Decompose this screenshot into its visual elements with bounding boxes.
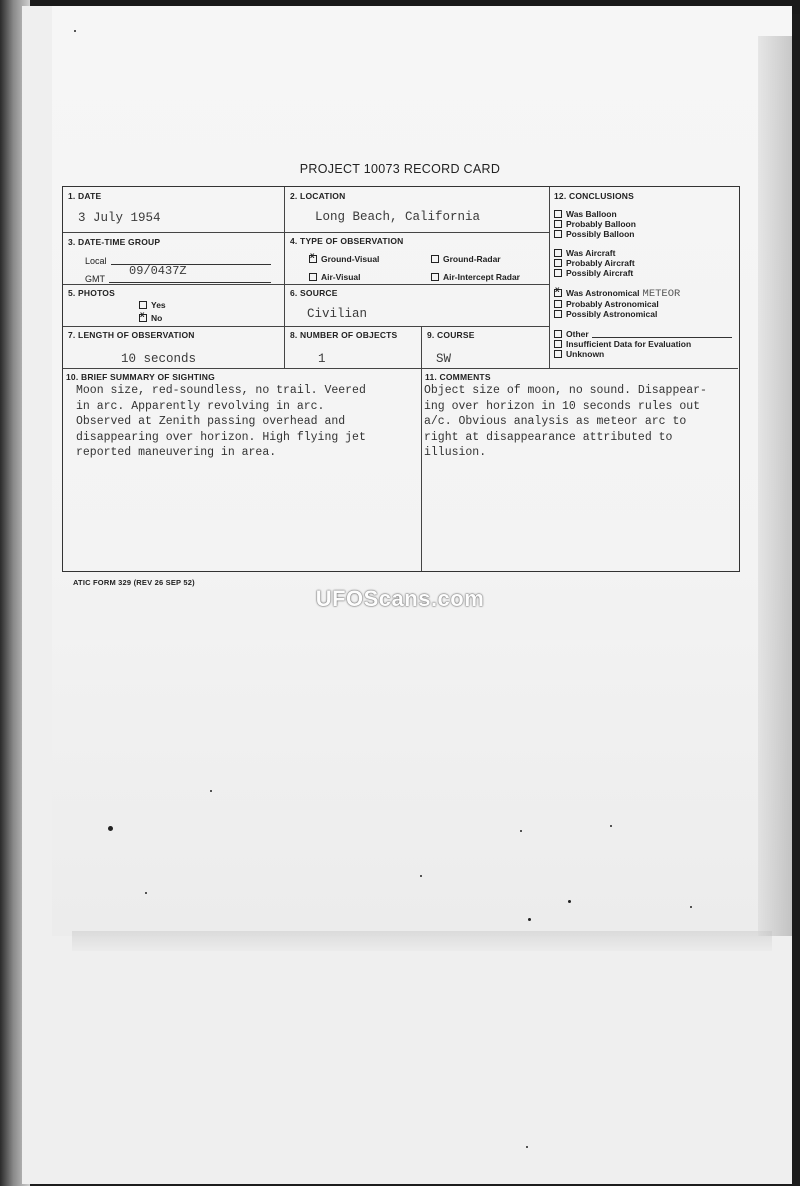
cell-comments <box>422 369 738 571</box>
checkbox-icon <box>554 310 562 318</box>
checkbox-icon <box>554 269 562 277</box>
cell-date <box>63 187 285 233</box>
conclusion-unknown: Unknown <box>554 349 604 359</box>
source-label: 6. SOURCE <box>290 288 338 298</box>
option-air-visual: Air-Visual <box>309 272 361 282</box>
type-observation-label: 4. TYPE OF OBSERVATION <box>290 236 404 246</box>
scan-speck <box>420 875 422 877</box>
cell-length-of-observation <box>63 327 285 369</box>
date-value: 3 July 1954 <box>78 211 161 225</box>
gmt-label: GMT <box>85 274 105 284</box>
photos-yes: Yes <box>139 300 166 310</box>
cell-location <box>285 187 550 233</box>
cell-brief-summary <box>63 369 422 571</box>
conclusion-possibly-balloon: Possibly Balloon <box>554 229 635 239</box>
scan-speck <box>520 830 522 832</box>
scan-speck <box>145 892 147 894</box>
scan-fold-shadow <box>72 931 772 951</box>
conclusion-was-balloon: Was Balloon <box>554 209 617 219</box>
checkbox-icon <box>139 314 147 322</box>
location-value: Long Beach, California <box>315 210 481 224</box>
checkbox-icon <box>554 340 562 348</box>
local-label: Local <box>85 256 107 266</box>
checkbox-icon <box>554 350 562 358</box>
conclusion-was-astronomical: xWas Astronomical METEOR <box>554 288 680 300</box>
option-ground-radar: Ground-Radar <box>431 254 501 264</box>
length-value: 10 seconds <box>121 352 197 366</box>
checkbox-icon <box>554 210 562 218</box>
checkbox-icon <box>431 273 439 281</box>
scan-speck <box>610 825 612 827</box>
comments-text: Object size of moon, no sound. Disappear- ing over horizon in 10 seconds rules out a/c. Obvious analysis as meteor arc to right at disappearance attributed to illusion. <box>424 384 707 459</box>
checkbox-icon <box>554 300 562 308</box>
checkbox-icon <box>554 289 562 297</box>
conclusion-other: Other <box>554 329 589 339</box>
scan-speck <box>690 906 692 908</box>
conclusion-probably-aircraft: Probably Aircraft <box>554 258 635 268</box>
checkbox-icon <box>309 255 317 263</box>
brief-summary-text: Moon size, red-soundless, no trail. Veered in arc. Apparently revolving in arc. Observed at Zenith passing overhead and disappearing over horizon. High flying jet reported maneuvering in area. <box>76 384 366 459</box>
scan-speck <box>74 30 76 32</box>
cell-course <box>422 327 550 369</box>
meteor-annotation: METEOR <box>642 288 681 300</box>
checkbox-icon <box>139 301 147 309</box>
date-label: 1. DATE <box>68 191 102 201</box>
gmt-value: 09/0437Z <box>129 264 187 278</box>
cell-conclusions <box>550 187 738 369</box>
gmt-underline <box>109 282 271 283</box>
dtg-label: 3. DATE-TIME GROUP <box>68 237 161 247</box>
conclusion-was-aircraft: Was Aircraft <box>554 248 615 258</box>
checkbox-icon <box>554 230 562 238</box>
length-label: 7. LENGTH OF OBSERVATION <box>68 330 195 340</box>
scan-speck <box>108 826 113 831</box>
location-label: 2. LOCATION <box>290 191 346 201</box>
option-ground-visual: xGround-Visual <box>309 254 379 264</box>
brief-summary-label: 10. BRIEF SUMMARY OF SIGHTING <box>66 372 215 382</box>
cell-number-of-objects <box>285 327 422 369</box>
photos-no: xNo <box>139 313 162 323</box>
checkbox-icon <box>554 330 562 338</box>
comments-label: 11. COMMENTS <box>425 372 491 382</box>
conclusion-probably-astronomical: Probably Astronomical <box>554 299 659 309</box>
scan-speck <box>526 1146 528 1148</box>
conclusion-possibly-astronomical: Possibly Astronomical <box>554 309 657 319</box>
scan-speck <box>528 918 531 921</box>
checkbox-icon <box>431 255 439 263</box>
course-value: SW <box>436 352 452 366</box>
card-title: PROJECT 10073 RECORD CARD <box>299 162 501 176</box>
conclusion-insufficient-data: Insufficient Data for Evaluation <box>554 339 691 349</box>
number-objects-label: 8. NUMBER OF OBJECTS <box>290 330 398 340</box>
checkbox-icon <box>309 273 317 281</box>
course-label: 9. COURSE <box>427 330 475 340</box>
conclusion-probably-balloon: Probably Balloon <box>554 219 636 229</box>
cell-photos <box>63 285 285 327</box>
option-air-intercept-radar: Air-Intercept Radar <box>431 272 520 282</box>
conclusion-possibly-aircraft: Possibly Aircraft <box>554 268 633 278</box>
form-number: ATIC FORM 329 (REV 26 SEP 52) <box>73 578 195 587</box>
other-underline <box>592 337 732 338</box>
scan-speck <box>568 900 571 903</box>
source-value: Civilian <box>307 307 368 321</box>
cell-source <box>285 285 550 327</box>
checkbox-icon <box>554 220 562 228</box>
cell-date-time-group <box>63 233 285 285</box>
record-card <box>62 186 740 572</box>
number-objects-value: 1 <box>318 352 326 366</box>
checkbox-icon <box>554 259 562 267</box>
photos-label: 5. PHOTOS <box>68 288 115 298</box>
scan-speck <box>210 790 212 792</box>
checkbox-icon <box>554 249 562 257</box>
watermark-logo: UFOScans.com <box>315 586 485 611</box>
cell-type-of-observation <box>285 233 550 285</box>
conclusions-label: 12. CONCLUSIONS <box>554 191 634 201</box>
